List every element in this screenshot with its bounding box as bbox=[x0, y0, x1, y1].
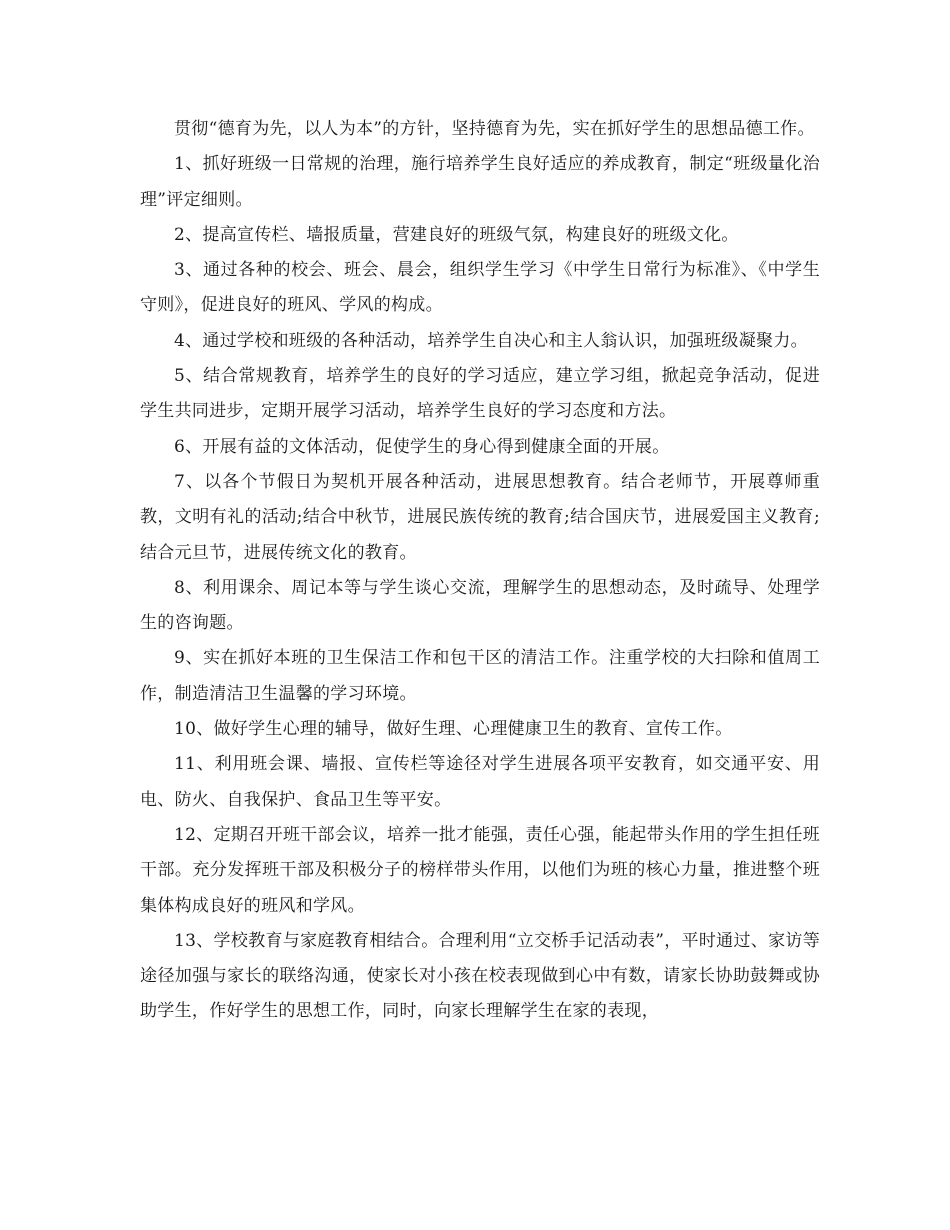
paragraph-item-10: 10、做好学生心理的辅导，做好生理、心理健康卫生的教育、宣传工作。 bbox=[174, 719, 733, 740]
paragraph-item-7: 7、以各个节假日为契机开展各种活动，进展思想教育。结合老师节，开展尊师重教，文明有礼的活动;结合中秋节，进展民族传统的教育;结合国庆节，进展爱国主义教育;结合元旦节，进展传统文化的教育。 bbox=[140, 471, 820, 563]
paragraph-item-1: 1、抓好班级一日常规的治理，施行培养学生良好适应的养成教育，制定“班级量化治理”评定细则。 bbox=[140, 154, 820, 210]
paragraph-item-11: 11、利用班会课、墙报、宣传栏等途径对学生进展各项平安教育，如交通平安、用电、防火、自我保护、食品卫生等平安。 bbox=[140, 754, 820, 810]
paragraph-item-9: 9、实在抓好本班的卫生保洁工作和包干区的清洁工作。注重学校的大扫除和值周工作，制造清洁卫生温馨的学习环境。 bbox=[140, 648, 820, 704]
document-body bbox=[140, 112, 820, 1030]
paragraph-item-4: 4、通过学校和班级的各种活动，培养学生自决心和主人翁认识，加强班级凝聚力。 bbox=[174, 330, 808, 351]
paragraph-item-13: 13、学校教育与家庭教育相结合。合理利用“立交桥手记活动表”，平时通过、家访等途径加强与家长的联络沟通，使家长对小孩在校表现做到心中有数，请家长协助鼓舞或协助学生，作好学生的思想工作，同时，向家长理解学生在家的表现， bbox=[140, 930, 820, 1022]
paragraph-item-3: 3、通过各种的校会、班会、晨会，组织学生学习《中学生日常行为标准》、《中学生守则》，促进良好的班风、学风的构成。 bbox=[140, 260, 820, 316]
paragraph-item-12: 12、定期召开班干部会议，培养一批才能强，责任心强，能起带头作用的学生担任班干部。充分发挥班干部及积极分子的榜样带头作用，以他们为班的核心力量，推进整个班集体构成良好的班风和学风。 bbox=[140, 824, 820, 916]
paragraph-item-5: 5、结合常规教育，培养学生的良好的学习适应，建立学习组，掀起竞争活动，促进学生共同进步，定期开展学习活动，培养学生良好的学习态度和方法。 bbox=[140, 366, 820, 422]
paragraph-item-6: 6、开展有益的文体活动，促使学生的身心得到健康全面的开展。 bbox=[174, 436, 670, 457]
paragraph-intro: 贯彻“德育为先，以人为本”的方针，坚持德育为先，实在抓好学生的思想品德工作。 bbox=[174, 119, 815, 139]
paragraph-item-8: 8、利用课余、周记本等与学生谈心交流，理解学生的思想动态，及时疏导、处理学生的咨询题。 bbox=[140, 577, 820, 634]
paragraph-item-2: 2、提高宣传栏、墙报质量，营建良好的班级气氛，构建良好的班级文化。 bbox=[174, 224, 739, 245]
